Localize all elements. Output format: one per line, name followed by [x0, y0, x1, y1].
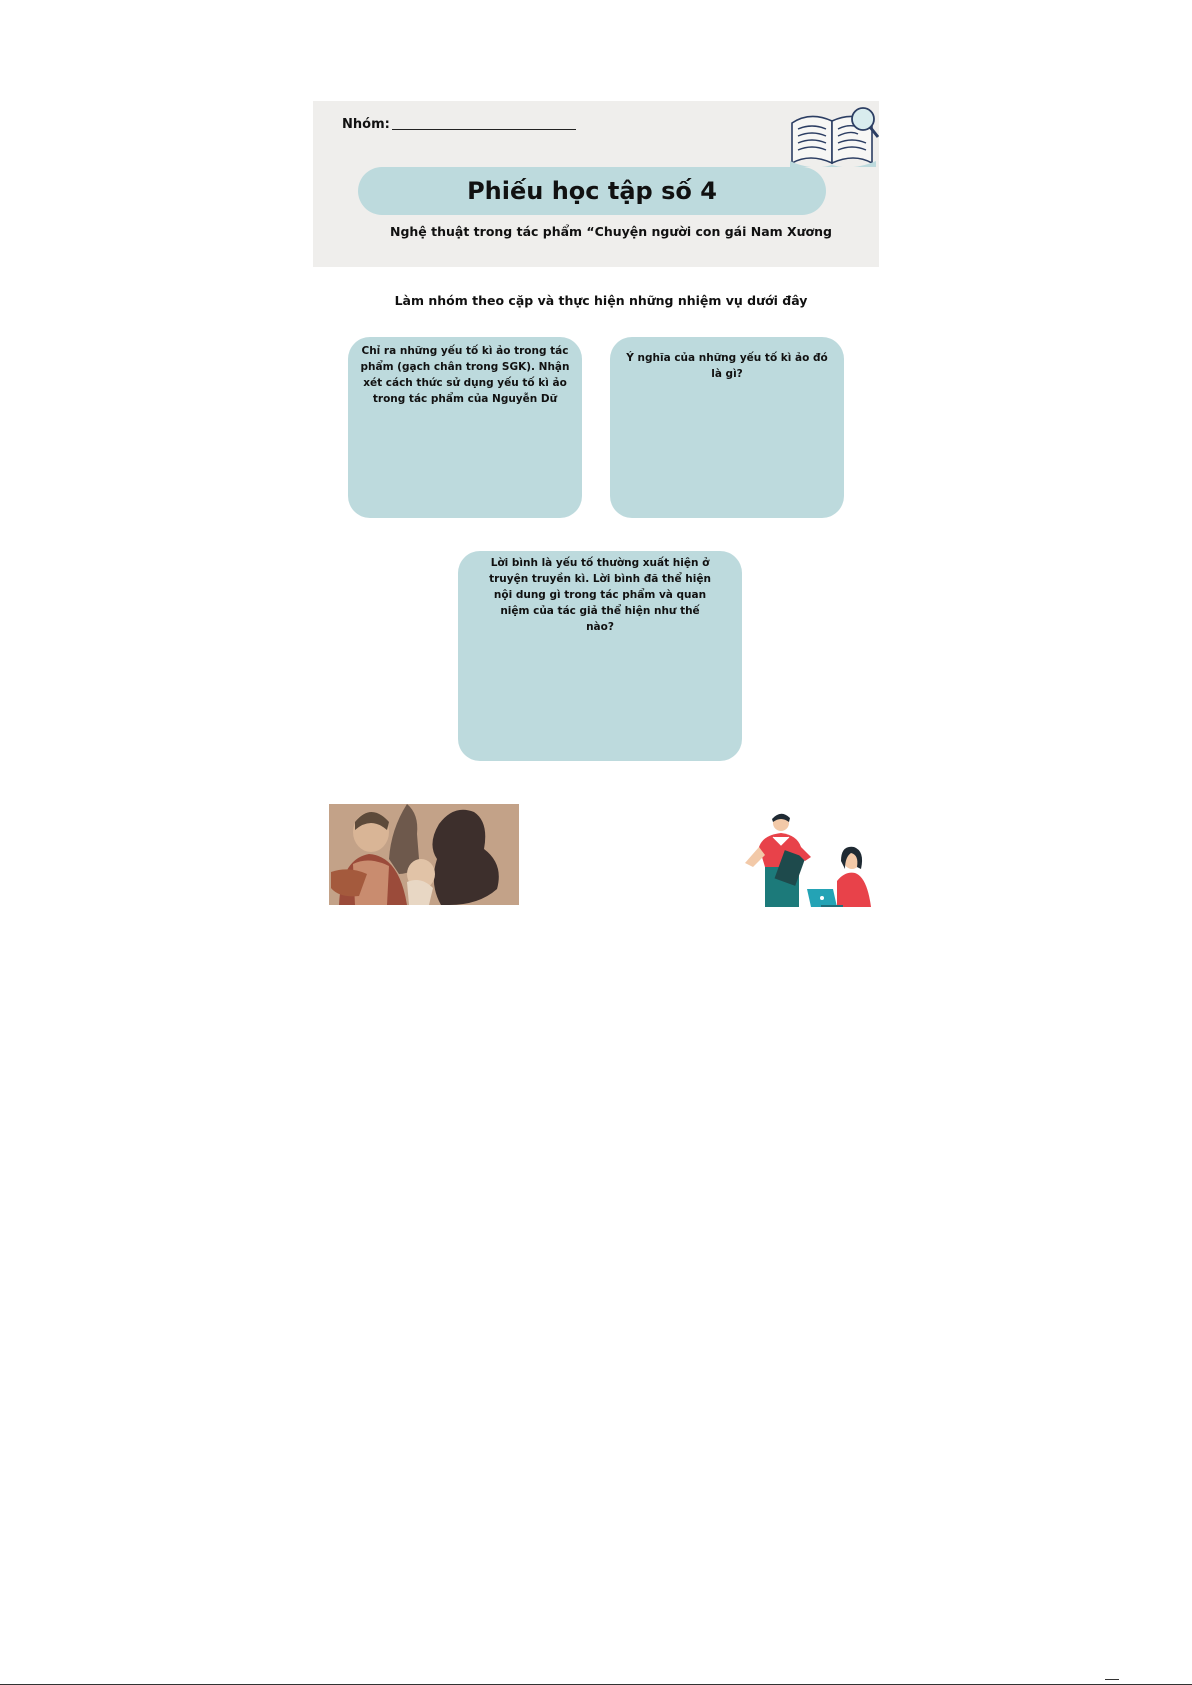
painting-illustration [329, 804, 519, 905]
group-name-blank-line [392, 129, 576, 130]
task-card-3 [458, 551, 742, 761]
page-corner-mark [1105, 1679, 1119, 1680]
group-label: Nhóm: [342, 117, 390, 132]
instruction-text: Làm nhóm theo cặp và thực hiện những nhiệm vụ dưới đây [394, 293, 808, 308]
page-subtitle: Nghệ thuật trong tác phẩm “Chuyện người con gái Nam Xương [390, 224, 832, 239]
open-book-magnifier-icon [786, 101, 879, 167]
task-card-2 [610, 337, 844, 518]
task-card-text: Ý nghĩa của những yếu tố kì ảo đó là gì? [626, 352, 828, 380]
people-working-illustration [737, 811, 879, 907]
task-card-1 [348, 337, 582, 518]
task-card-text: Chỉ ra những yếu tố kì ảo trong tác phẩm (gạch chân trong SGK). Nhận xét cách thức sử dụng yếu tố kì ảo trong tác phẩm của Nguyễn Dữ [360, 345, 570, 405]
worksheet [313, 101, 879, 907]
header-panel [313, 101, 879, 267]
page-title: Phiếu học tập số 4 [358, 167, 826, 215]
task-card-text: Lời bình là yếu tố thường xuất hiện ở truyện truyền kì. Lời bình đã thể hiện nội dung gì trong tác phẩm và quan niệm của tác giả thể hiện như thế nào? [489, 557, 711, 633]
